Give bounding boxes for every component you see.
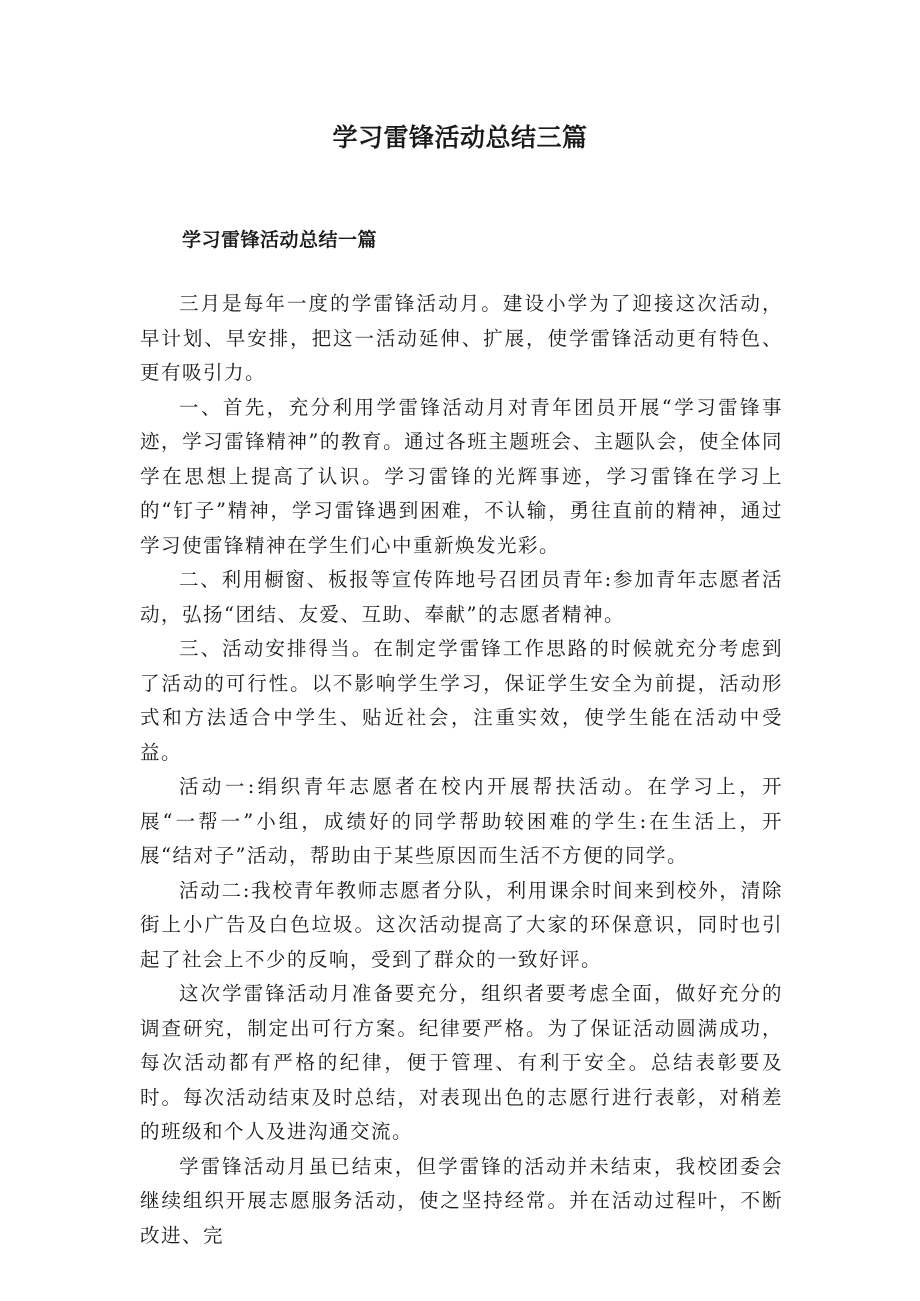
document-title: 学习雷锋活动总结三篇: [332, 123, 588, 152]
paragraph-conclusion: 学雷锋活动月虽已结束，但学雷锋的活动并未结束，我校团委会继续组织开展志愿服务活动，使之坚持经常。并在活动过程叶，不断改进、完: [140, 1154, 783, 1247]
paragraph-activity-one: 活动一:绢织青年志愿者在校内开展帮扶活动。在学习上，开展“一帮一”小组，成绩好的同学帮助较困难的学生:在生活上，开展“结对子”活动，帮助由于某些原因而生活不方便的同学。: [140, 775, 783, 867]
section-heading: 学习雷锋活动总结一篇: [182, 229, 378, 251]
document-body: [140, 287, 783, 1253]
paragraph-point-two: 二、利用橱窗、板报等宣传阵地号召团员青年:参加青年志愿者活动，弘扬“团结、友爱、互助、奉献”的志愿者精神。: [140, 568, 783, 626]
paragraph-intro: 三月是每年一度的学雷锋活动月。建设小学为了迎接这次活动，早计划、早安排，把这一活动延伸、扩展，使学雷锋活动更有特色、更有吸引力。: [140, 292, 783, 384]
paragraph-point-three: 三、活动安排得当。在制定学雷锋工作思路的时候就充分考虑到了活动的可行性。以不影响学生学习，保证学生安全为前提，活动形式和方法适合中学生、贴近社会，注重实效，使学生能在活动中受益。: [140, 637, 783, 764]
paragraph-summary: 这次学雷锋活动月准备要充分，组织者要考虑全面，做好充分的调查研究，制定出可行方案。纪律要严格。为了保证活动圆满成功，每次活动都有严格的纪律，便于管理、有利于安全。总结表彰要及时。每次活动结束及时总结，对表现出色的志愿行进行表彰，对稍差的班级和个人及进沟通交流。: [140, 982, 783, 1143]
paragraph-point-one: 一、首先，充分利用学雷锋活动月对青年团员开展“学习雷锋事迹，学习雷锋精神”的教育。通过各班主题班会、主题队会，使全体同学在思想上提高了认识。学习雷锋的光辉事迹，学习雷锋在学习上的“钉子”精神，学习雷锋遇到困难，不认输，勇往直前的精神，通过学习使雷锋精神在学生们心中重新焕发光彩。: [140, 395, 783, 557]
paragraph-activity-two: 活动二:我校青年教师志愿者分队，利用课余时间来到校外，清除街上小广告及白色垃圾。这次活动提高了大家的环保意识，同时也引起了社会上不少的反响，受到了群众的一致好评。: [140, 878, 783, 971]
